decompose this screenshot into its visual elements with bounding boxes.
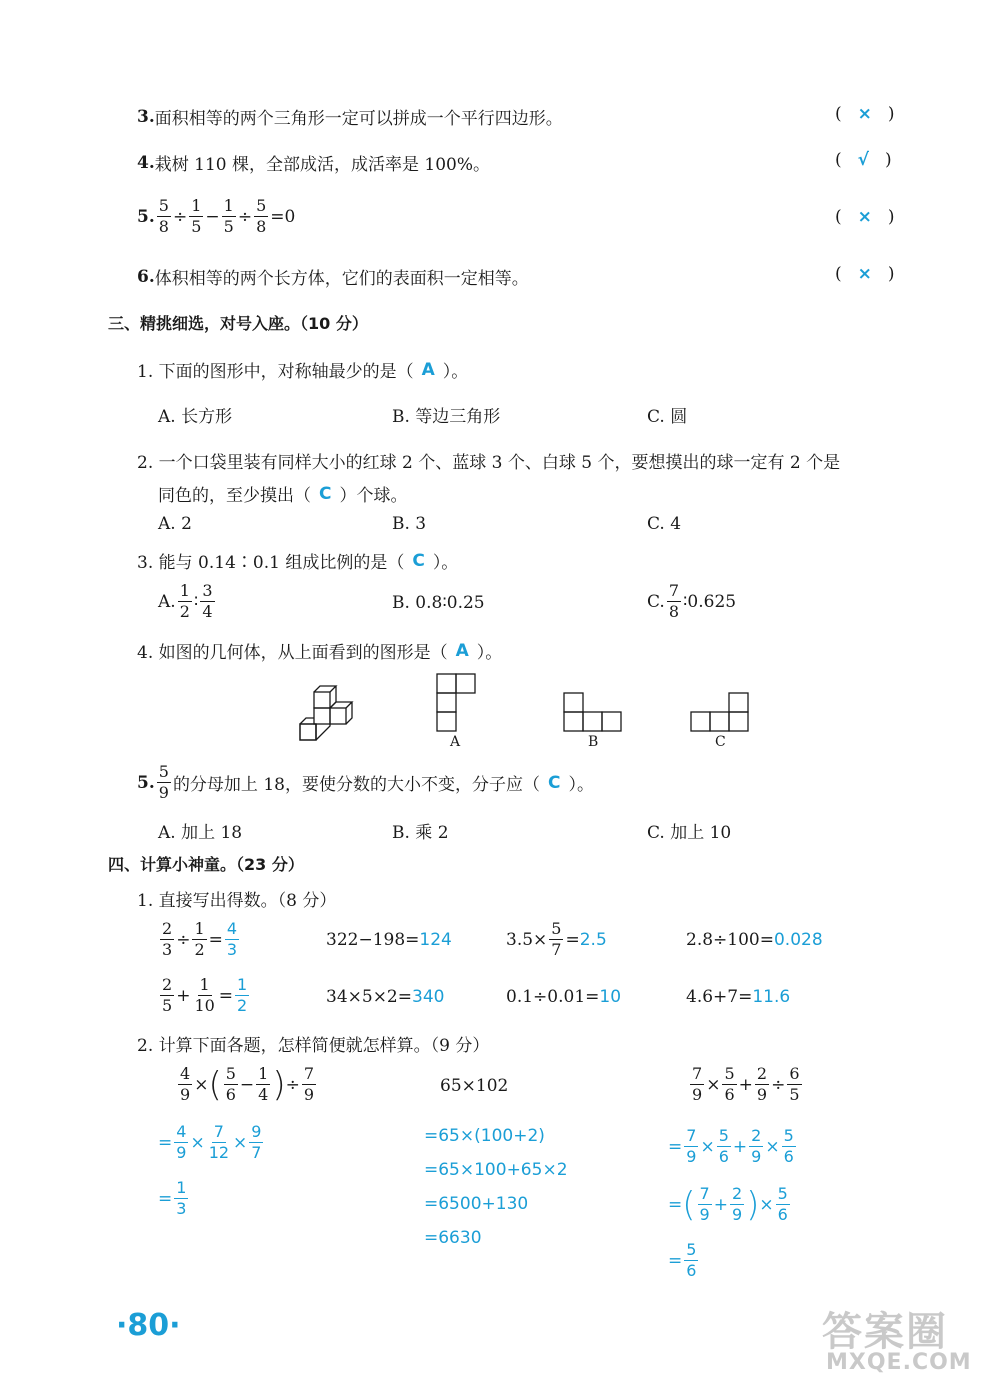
judge-item-5: 5. $\frac{5}{8}$ ÷ $\frac{1}{5}$ − $\frac{1}{5}$ ÷ $\frac{5}{8}$ =0 [137, 196, 296, 236]
option-b: B. 等边三角形 [392, 407, 501, 427]
judge-item-4 [137, 150, 490, 175]
judge-num: 6. [137, 266, 155, 287]
figure-label-b: B [588, 734, 599, 750]
mc-answer: A [421, 359, 435, 380]
judge-item-3 [137, 104, 563, 129]
page-number: ·80· [116, 1308, 181, 1343]
mc-q4: 4. 如图的几何体，从上面看到的图形是（ A ）。 [137, 640, 503, 663]
problem-1-step-1: = $\frac{4}{9}$ × $\frac{7}{12}$ × $\frac{9}{7}$ [158, 1122, 262, 1162]
fraction: $\frac{5}{8}$ [158, 196, 169, 236]
judge-answer-box-3: ( × ) [835, 104, 895, 124]
calc-answer: 340 [412, 987, 445, 1007]
option-c: C. $\frac{7}{8}$ ∶0.625 [647, 581, 737, 621]
fraction: $\frac{5}{9}$ [158, 762, 169, 802]
watermark-url: MXQE.COM [826, 1350, 972, 1375]
calc-r1c3: 3.5× $\frac{5}{7}$ = 2.5 [506, 919, 607, 959]
problem-3-expr: $\frac{7}{9}$ × $\frac{5}{6}$ + $\frac{2}{9}$ ÷ $\frac{6}{5}$ [692, 1064, 800, 1104]
problem-2-step-1: =65×(100+2) [424, 1126, 545, 1146]
judge-answer: × [857, 264, 872, 284]
top-view-option-a [436, 673, 478, 735]
option-b: B. 0.8∶0.25 [392, 593, 485, 613]
sub1-title: 1. 直接写出得数。（8 分） [137, 891, 337, 911]
fraction: $\frac{5}{8}$ [256, 196, 267, 236]
option-a: A. $\frac{1}{2}$ ∶ $\frac{3}{4}$ [158, 581, 213, 621]
calc-answer: $\frac{4}{3}$ [226, 919, 238, 959]
calc-answer: 10 [599, 987, 622, 1007]
option-a: A. 加上 18 [158, 823, 243, 843]
watermark-logo: 答案圈 [822, 1309, 948, 1355]
judge-answer-box-4: ( √ ) [835, 150, 892, 170]
judge-answer: × [857, 104, 872, 124]
fraction: $\frac{1}{5}$ [191, 196, 202, 236]
section4-title: 四、计算小神童。（23 分） [108, 855, 304, 874]
calc-r2c2: 34×5×2= 340 [326, 987, 445, 1007]
judge-answer-box-6: ( × ) [835, 264, 895, 284]
judge-answer: × [857, 207, 872, 227]
judge-text: 体积相等的两个长方体，它们的表面积一定相等。 [154, 269, 529, 289]
judge-text: 栽树 110 棵，全部成活，成活率是 100%。 [154, 155, 491, 175]
mc-answer: A [455, 640, 469, 661]
calc-r2c1: $\frac{2}{5}$ + $\frac{1}{10}$ = $\frac{1}{2}$ [162, 975, 248, 1015]
mc-q1: 1. 下面的图形中，对称轴最少的是（ A ）。 [137, 359, 469, 382]
fraction: $\frac{7}{8}$ [668, 581, 679, 621]
figure-label-c: C [715, 734, 726, 750]
calc-answer: 2.5 [579, 929, 607, 950]
option-c: C. 加上 10 [647, 823, 732, 843]
mc-answer: C [319, 483, 332, 504]
calc-r1c4: 2.8÷100= 0.028 [686, 930, 823, 950]
judge-num: 4. [137, 152, 155, 173]
fraction: $\frac{1}{2}$ [179, 581, 190, 621]
option-a: A. 长方形 [158, 407, 233, 427]
calc-r1c2: 322−198= 124 [326, 930, 452, 950]
calc-answer: 0.028 [773, 930, 823, 950]
option-a: A. 2 [158, 514, 192, 534]
option-b: B. 乘 2 [392, 823, 449, 843]
judge-num: 5. [137, 206, 155, 227]
mc-answer: C [547, 772, 561, 793]
calc-answer: $\frac{1}{2}$ [237, 975, 248, 1015]
judge-num: 3. [137, 106, 155, 127]
mc-q3: 3. 能与 0.14∶0.1 组成比例的是（ C ）。 [137, 550, 459, 573]
option-c: C. 圆 [647, 407, 688, 427]
judge-answer: √ [857, 150, 869, 170]
top-view-option-b [563, 692, 625, 734]
top-view-option-c [690, 692, 752, 734]
fraction: $\frac{1}{5}$ [223, 196, 234, 236]
sub2-title: 2. 计算下面各题，怎样简便就怎样算。（9 分） [137, 1036, 490, 1056]
section3-title: 三、精挑细选，对号入座。（10 分） [108, 314, 368, 333]
judge-text: 面积相等的两个三角形一定可以拼成一个平行四边形。 [154, 109, 563, 129]
figure-label-a: A [450, 734, 461, 750]
mc-answer: C [412, 550, 425, 571]
problem-3-step-1: = $\frac{7}{9}$ × $\frac{5}{6}$ + $\frac{2}{9}$ × $\frac{5}{6}$ [668, 1126, 794, 1166]
isometric-cube-figure [296, 684, 360, 748]
mc-q2-line2: 同色的，至少摸出（ C ）个球。 [158, 483, 408, 506]
judge-item-6 [137, 264, 529, 289]
calc-r2c4: 4.6+7= 11.6 [686, 987, 791, 1007]
problem-1-step-2: = $\frac{1}{3}$ [158, 1178, 187, 1218]
judge-answer-box-5: ( × ) [835, 207, 895, 227]
mc-q2-line1: 2. 一个口袋里装有同样大小的红球 2 个、蓝球 3 个、白球 5 个，要想摸出的球一定有 2 个是 [137, 453, 841, 473]
mc-q5: 5. $\frac{5}{9}$ 的分母加上 18，要使分数的大小不变，分子应（ C ）。 [137, 762, 594, 802]
problem-1-expr: $\frac{4}{9}$ × ( $\frac{5}{6}$ − $\frac{1}{4}$ ) ÷ $\frac{7}{9}$ [180, 1064, 315, 1105]
calc-answer: 11.6 [752, 987, 791, 1007]
problem-2-step-2: =65×100+65×2 [424, 1160, 568, 1180]
calc-r2c3: 0.1÷0.01= 10 [506, 987, 622, 1007]
problem-2-step-4: =6630 [424, 1228, 482, 1248]
option-c: C. 4 [647, 514, 682, 534]
calc-r1c1: $\frac{2}{3}$ ÷ $\frac{1}{2}$ = $\frac{4}{3}$ [162, 919, 238, 959]
problem-2-step-3: =6500+130 [424, 1194, 529, 1214]
problem-3-step-3: = $\frac{5}{6}$ [668, 1240, 697, 1280]
calc-answer: 124 [419, 930, 452, 950]
fraction: $\frac{3}{4}$ [202, 581, 213, 621]
problem-3-step-2: = ( $\frac{7}{9}$ + $\frac{2}{9}$ ) × $\frac{5}{6}$ [668, 1184, 788, 1225]
option-b: B. 3 [392, 514, 427, 534]
problem-2-expr: 65×102 [440, 1076, 509, 1096]
